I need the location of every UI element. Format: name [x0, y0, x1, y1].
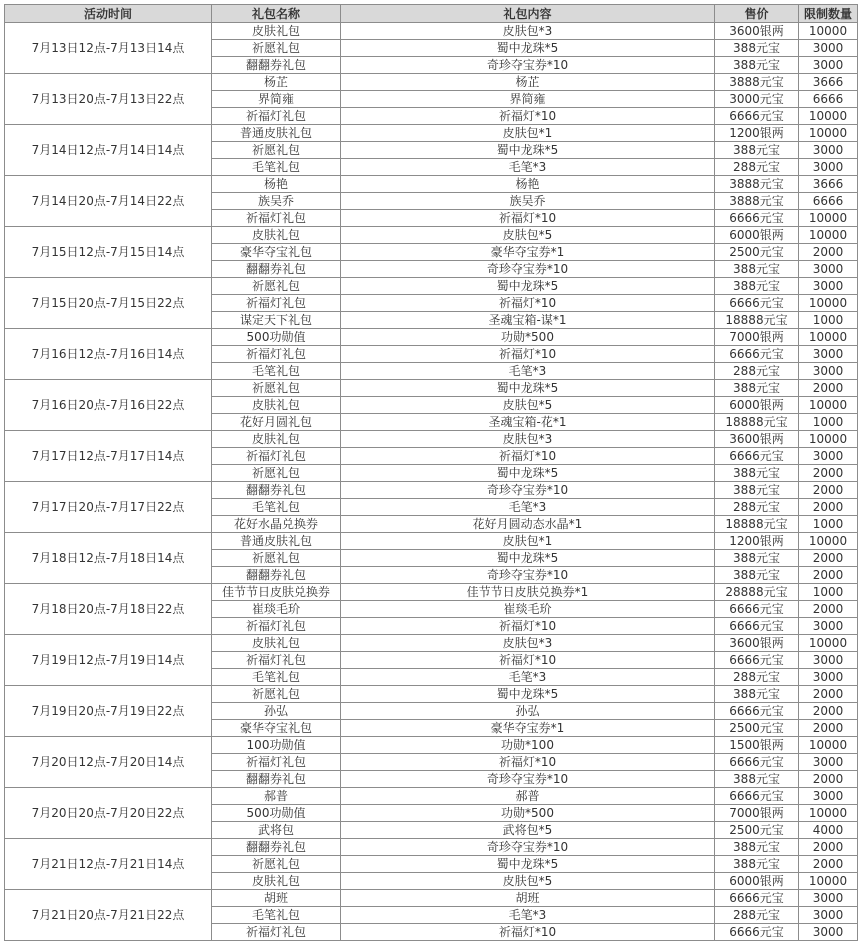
price-cell: 18888元宝 — [715, 516, 799, 533]
activity-time-cell: 7月17日20点-7月17日22点 — [5, 482, 212, 533]
price-cell: 288元宝 — [715, 363, 799, 380]
gift-name-cell: 谋定天下礼包 — [212, 312, 341, 329]
gift-name-cell: 祈福灯礼包 — [212, 210, 341, 227]
activity-time-cell: 7月21日12点-7月21日14点 — [5, 839, 212, 890]
table-row — [5, 125, 858, 142]
gift-content-cell: 祈福灯*10 — [341, 448, 715, 465]
price-cell: 388元宝 — [715, 380, 799, 397]
gift-name-cell: 皮肤礼包 — [212, 431, 341, 448]
gift-name-cell: 祈福灯礼包 — [212, 754, 341, 771]
gift-content-cell: 祈福灯*10 — [341, 924, 715, 941]
gift-name-cell: 翻翻券礼包 — [212, 57, 341, 74]
gift-content-cell: 皮肤包*3 — [341, 431, 715, 448]
gift-name-cell: 普通皮肤礼包 — [212, 533, 341, 550]
table-row — [5, 635, 858, 652]
gift-name-cell: 皮肤礼包 — [212, 397, 341, 414]
gift-name-cell: 花好月圆礼包 — [212, 414, 341, 431]
price-cell: 3888元宝 — [715, 193, 799, 210]
gift-name-cell: 毛笔礼包 — [212, 669, 341, 686]
price-cell: 3600银两 — [715, 23, 799, 40]
table-row — [5, 788, 858, 805]
limit-cell: 3000 — [799, 57, 858, 74]
price-cell: 6666元宝 — [715, 210, 799, 227]
price-cell: 6666元宝 — [715, 703, 799, 720]
limit-cell: 3666 — [799, 74, 858, 91]
limit-cell: 2000 — [799, 601, 858, 618]
price-cell: 388元宝 — [715, 856, 799, 873]
gift-content-cell: 蜀中龙珠*5 — [341, 380, 715, 397]
gift-content-cell: 蜀中龙珠*5 — [341, 142, 715, 159]
limit-cell: 3666 — [799, 176, 858, 193]
gift-content-cell: 祈福灯*10 — [341, 210, 715, 227]
price-cell: 1200银两 — [715, 533, 799, 550]
gift-name-cell: 毛笔礼包 — [212, 907, 341, 924]
price-cell: 2500元宝 — [715, 720, 799, 737]
table-row — [5, 329, 858, 346]
price-cell: 3600银两 — [715, 431, 799, 448]
gift-name-cell: 祈愿礼包 — [212, 686, 341, 703]
price-cell: 388元宝 — [715, 261, 799, 278]
price-cell: 6666元宝 — [715, 601, 799, 618]
gift-content-cell: 毛笔*3 — [341, 363, 715, 380]
price-cell: 3888元宝 — [715, 176, 799, 193]
gift-name-cell: 毛笔礼包 — [212, 159, 341, 176]
gift-content-cell: 花好月圆动态水晶*1 — [341, 516, 715, 533]
gift-name-cell: 胡班 — [212, 890, 341, 907]
limit-cell: 3000 — [799, 754, 858, 771]
gift-name-cell: 孙弘 — [212, 703, 341, 720]
gift-content-cell: 圣魂宝箱-谋*1 — [341, 312, 715, 329]
table-row — [5, 737, 858, 754]
gift-name-cell: 郝普 — [212, 788, 341, 805]
gift-content-cell: 界简雍 — [341, 91, 715, 108]
limit-cell: 3000 — [799, 159, 858, 176]
activity-time-cell: 7月13日12点-7月13日14点 — [5, 23, 212, 74]
gift-content-cell: 功勋*500 — [341, 329, 715, 346]
gift-content-cell: 蜀中龙珠*5 — [341, 550, 715, 567]
gift-name-cell: 翻翻券礼包 — [212, 482, 341, 499]
gift-content-cell: 蜀中龙珠*5 — [341, 465, 715, 482]
activity-time-cell: 7月15日20点-7月15日22点 — [5, 278, 212, 329]
activity-time-cell: 7月16日20点-7月16日22点 — [5, 380, 212, 431]
gift-name-cell: 翻翻券礼包 — [212, 771, 341, 788]
price-cell: 2500元宝 — [715, 244, 799, 261]
activity-time-cell: 7月14日20点-7月14日22点 — [5, 176, 212, 227]
gift-name-cell: 祈福灯礼包 — [212, 346, 341, 363]
gift-content-cell: 皮肤包*1 — [341, 533, 715, 550]
limit-cell: 3000 — [799, 669, 858, 686]
limit-cell: 2000 — [799, 839, 858, 856]
price-cell: 6666元宝 — [715, 788, 799, 805]
price-cell: 6666元宝 — [715, 754, 799, 771]
gift-content-cell: 祈福灯*10 — [341, 346, 715, 363]
gift-content-cell: 祈福灯*10 — [341, 754, 715, 771]
gift-name-cell: 杨艳 — [212, 176, 341, 193]
gift-name-cell: 500功勋值 — [212, 329, 341, 346]
limit-cell: 10000 — [799, 23, 858, 40]
gift-name-cell: 祈愿礼包 — [212, 380, 341, 397]
limit-cell: 10000 — [799, 533, 858, 550]
gift-name-cell: 豪华夺宝礼包 — [212, 244, 341, 261]
gift-content-cell: 功勋*100 — [341, 737, 715, 754]
price-cell: 6666元宝 — [715, 652, 799, 669]
price-cell: 288元宝 — [715, 159, 799, 176]
limit-cell: 10000 — [799, 108, 858, 125]
price-cell: 288元宝 — [715, 669, 799, 686]
gift-content-cell: 奇珍夺宝券*10 — [341, 261, 715, 278]
gift-name-cell: 皮肤礼包 — [212, 873, 341, 890]
limit-cell: 10000 — [799, 125, 858, 142]
limit-cell: 1000 — [799, 516, 858, 533]
gift-name-cell: 武将包 — [212, 822, 341, 839]
price-cell: 6666元宝 — [715, 618, 799, 635]
activity-time-cell: 7月19日20点-7月19日22点 — [5, 686, 212, 737]
header-gift-name: 礼包名称 — [212, 5, 341, 23]
gift-content-cell: 孙弘 — [341, 703, 715, 720]
gift-content-cell: 崔琰毛玠 — [341, 601, 715, 618]
gift-content-cell: 祈福灯*10 — [341, 108, 715, 125]
limit-cell: 2000 — [799, 465, 858, 482]
limit-cell: 2000 — [799, 686, 858, 703]
activity-time-cell: 7月21日20点-7月21日22点 — [5, 890, 212, 941]
price-cell: 2500元宝 — [715, 822, 799, 839]
price-cell: 388元宝 — [715, 57, 799, 74]
gift-content-cell: 奇珍夺宝券*10 — [341, 567, 715, 584]
price-cell: 388元宝 — [715, 278, 799, 295]
limit-cell: 3000 — [799, 907, 858, 924]
activity-time-cell: 7月19日12点-7月19日14点 — [5, 635, 212, 686]
table-row — [5, 890, 858, 907]
price-cell: 6000银两 — [715, 397, 799, 414]
gift-name-cell: 祈愿礼包 — [212, 856, 341, 873]
limit-cell: 10000 — [799, 227, 858, 244]
price-cell: 388元宝 — [715, 839, 799, 856]
limit-cell: 4000 — [799, 822, 858, 839]
gift-name-cell: 祈福灯礼包 — [212, 295, 341, 312]
limit-cell: 10000 — [799, 397, 858, 414]
header-limit: 限制数量 — [799, 5, 858, 23]
limit-cell: 3000 — [799, 652, 858, 669]
gift-content-cell: 蜀中龙珠*5 — [341, 686, 715, 703]
gift-content-cell: 毛笔*3 — [341, 669, 715, 686]
table-row — [5, 176, 858, 193]
gift-content-cell: 祈福灯*10 — [341, 652, 715, 669]
gift-name-cell: 普通皮肤礼包 — [212, 125, 341, 142]
limit-cell: 3000 — [799, 448, 858, 465]
activity-time-cell: 7月20日20点-7月20日22点 — [5, 788, 212, 839]
limit-cell: 10000 — [799, 737, 858, 754]
gift-content-cell: 武将包*5 — [341, 822, 715, 839]
limit-cell: 10000 — [799, 329, 858, 346]
limit-cell: 2000 — [799, 499, 858, 516]
gift-name-cell: 500功勋值 — [212, 805, 341, 822]
header-price: 售价 — [715, 5, 799, 23]
price-cell: 28888元宝 — [715, 584, 799, 601]
gift-content-cell: 奇珍夺宝券*10 — [341, 771, 715, 788]
gift-name-cell: 100功勋值 — [212, 737, 341, 754]
gift-content-cell: 蜀中龙珠*5 — [341, 856, 715, 873]
price-cell: 3600银两 — [715, 635, 799, 652]
table-row — [5, 74, 858, 91]
price-cell: 288元宝 — [715, 499, 799, 516]
table-row — [5, 227, 858, 244]
gift-name-cell: 翻翻券礼包 — [212, 261, 341, 278]
gift-content-cell: 毛笔*3 — [341, 907, 715, 924]
table-row — [5, 686, 858, 703]
limit-cell: 10000 — [799, 805, 858, 822]
price-cell: 6666元宝 — [715, 346, 799, 363]
table-row — [5, 533, 858, 550]
gift-content-cell: 祈福灯*10 — [341, 295, 715, 312]
header-activity-time: 活动时间 — [5, 5, 212, 23]
limit-cell: 3000 — [799, 142, 858, 159]
price-cell: 388元宝 — [715, 40, 799, 57]
limit-cell: 10000 — [799, 873, 858, 890]
gift-name-cell: 祈愿礼包 — [212, 142, 341, 159]
price-cell: 3000元宝 — [715, 91, 799, 108]
limit-cell: 10000 — [799, 431, 858, 448]
activity-time-cell: 7月13日20点-7月13日22点 — [5, 74, 212, 125]
table-row — [5, 278, 858, 295]
gift-content-cell: 胡班 — [341, 890, 715, 907]
price-cell: 1200银两 — [715, 125, 799, 142]
gift-name-cell: 豪华夺宝礼包 — [212, 720, 341, 737]
price-cell: 6000银两 — [715, 873, 799, 890]
gift-name-cell: 皮肤礼包 — [212, 23, 341, 40]
price-cell: 388元宝 — [715, 567, 799, 584]
price-cell: 18888元宝 — [715, 312, 799, 329]
activity-time-cell: 7月14日12点-7月14日14点 — [5, 125, 212, 176]
limit-cell: 3000 — [799, 363, 858, 380]
limit-cell: 6666 — [799, 193, 858, 210]
gift-content-cell: 毛笔*3 — [341, 499, 715, 516]
price-cell: 6666元宝 — [715, 448, 799, 465]
gift-content-cell: 圣魂宝箱-花*1 — [341, 414, 715, 431]
gift-schedule-table — [4, 4, 858, 941]
gift-content-cell: 皮肤包*5 — [341, 873, 715, 890]
gift-name-cell: 毛笔礼包 — [212, 363, 341, 380]
activity-time-cell: 7月15日12点-7月15日14点 — [5, 227, 212, 278]
price-cell: 388元宝 — [715, 686, 799, 703]
limit-cell: 6666 — [799, 91, 858, 108]
limit-cell: 2000 — [799, 567, 858, 584]
gift-content-cell: 皮肤包*1 — [341, 125, 715, 142]
limit-cell: 10000 — [799, 210, 858, 227]
gift-content-cell: 杨艳 — [341, 176, 715, 193]
gift-content-cell: 豪华夺宝券*1 — [341, 244, 715, 261]
table-body — [5, 23, 858, 941]
gift-name-cell: 祈愿礼包 — [212, 465, 341, 482]
price-cell: 3888元宝 — [715, 74, 799, 91]
price-cell: 6666元宝 — [715, 924, 799, 941]
table-row — [5, 380, 858, 397]
gift-name-cell: 翻翻券礼包 — [212, 839, 341, 856]
limit-cell: 2000 — [799, 482, 858, 499]
gift-name-cell: 祈愿礼包 — [212, 550, 341, 567]
gift-name-cell: 花好水晶兑换券 — [212, 516, 341, 533]
gift-name-cell: 祈福灯礼包 — [212, 618, 341, 635]
gift-content-cell: 佳节节日皮肤兑换券*1 — [341, 584, 715, 601]
table-row — [5, 584, 858, 601]
limit-cell: 3000 — [799, 618, 858, 635]
price-cell: 388元宝 — [715, 482, 799, 499]
gift-content-cell: 皮肤包*5 — [341, 227, 715, 244]
limit-cell: 1000 — [799, 414, 858, 431]
gift-name-cell: 族吴乔 — [212, 193, 341, 210]
price-cell: 6000银两 — [715, 227, 799, 244]
price-cell: 1500银两 — [715, 737, 799, 754]
gift-content-cell: 蜀中龙珠*5 — [341, 278, 715, 295]
limit-cell: 10000 — [799, 295, 858, 312]
limit-cell: 3000 — [799, 890, 858, 907]
limit-cell: 10000 — [799, 635, 858, 652]
header-gift-content: 礼包内容 — [341, 5, 715, 23]
limit-cell: 3000 — [799, 346, 858, 363]
gift-content-cell: 皮肤包*3 — [341, 23, 715, 40]
gift-content-cell: 皮肤包*3 — [341, 635, 715, 652]
gift-name-cell: 祈愿礼包 — [212, 40, 341, 57]
activity-time-cell: 7月18日12点-7月18日14点 — [5, 533, 212, 584]
limit-cell: 3000 — [799, 278, 858, 295]
gift-name-cell: 祈愿礼包 — [212, 278, 341, 295]
price-cell: 6666元宝 — [715, 108, 799, 125]
limit-cell: 2000 — [799, 856, 858, 873]
gift-name-cell: 翻翻券礼包 — [212, 567, 341, 584]
price-cell: 7000银两 — [715, 329, 799, 346]
limit-cell: 2000 — [799, 771, 858, 788]
price-cell: 388元宝 — [715, 142, 799, 159]
gift-content-cell: 皮肤包*5 — [341, 397, 715, 414]
gift-content-cell: 蜀中龙珠*5 — [341, 40, 715, 57]
gift-name-cell: 杨芷 — [212, 74, 341, 91]
gift-name-cell: 毛笔礼包 — [212, 499, 341, 516]
header-row — [5, 5, 858, 23]
table-row — [5, 839, 858, 856]
gift-name-cell: 皮肤礼包 — [212, 635, 341, 652]
gift-name-cell: 祈福灯礼包 — [212, 448, 341, 465]
table-row — [5, 482, 858, 499]
price-cell: 6666元宝 — [715, 295, 799, 312]
gift-content-cell: 祈福灯*10 — [341, 618, 715, 635]
price-cell: 388元宝 — [715, 550, 799, 567]
activity-time-cell: 7月18日20点-7月18日22点 — [5, 584, 212, 635]
price-cell: 7000银两 — [715, 805, 799, 822]
gift-content-cell: 杨芷 — [341, 74, 715, 91]
gift-content-cell: 郝普 — [341, 788, 715, 805]
activity-time-cell: 7月17日12点-7月17日14点 — [5, 431, 212, 482]
activity-time-cell: 7月20日12点-7月20日14点 — [5, 737, 212, 788]
limit-cell: 1000 — [799, 312, 858, 329]
gift-name-cell: 佳节节日皮肤兑换券 — [212, 584, 341, 601]
limit-cell: 2000 — [799, 244, 858, 261]
gift-content-cell: 毛笔*3 — [341, 159, 715, 176]
gift-name-cell: 祈福灯礼包 — [212, 924, 341, 941]
gift-name-cell: 祈福灯礼包 — [212, 652, 341, 669]
gift-content-cell: 功勋*500 — [341, 805, 715, 822]
price-cell: 6666元宝 — [715, 890, 799, 907]
gift-content-cell: 豪华夺宝券*1 — [341, 720, 715, 737]
limit-cell: 2000 — [799, 550, 858, 567]
price-cell: 388元宝 — [715, 465, 799, 482]
limit-cell: 2000 — [799, 380, 858, 397]
gift-name-cell: 祈福灯礼包 — [212, 108, 341, 125]
gift-content-cell: 族吴乔 — [341, 193, 715, 210]
price-cell: 288元宝 — [715, 907, 799, 924]
price-cell: 18888元宝 — [715, 414, 799, 431]
limit-cell: 3000 — [799, 40, 858, 57]
gift-name-cell: 界简雍 — [212, 91, 341, 108]
gift-content-cell: 奇珍夺宝券*10 — [341, 57, 715, 74]
limit-cell: 3000 — [799, 788, 858, 805]
gift-content-cell: 奇珍夺宝券*10 — [341, 482, 715, 499]
price-cell: 388元宝 — [715, 771, 799, 788]
limit-cell: 2000 — [799, 720, 858, 737]
table-row — [5, 23, 858, 40]
activity-time-cell: 7月16日12点-7月16日14点 — [5, 329, 212, 380]
gift-name-cell: 崔琰毛玠 — [212, 601, 341, 618]
gift-content-cell: 奇珍夺宝券*10 — [341, 839, 715, 856]
limit-cell: 3000 — [799, 261, 858, 278]
limit-cell: 3000 — [799, 924, 858, 941]
limit-cell: 1000 — [799, 584, 858, 601]
gift-name-cell: 皮肤礼包 — [212, 227, 341, 244]
table-row — [5, 431, 858, 448]
limit-cell: 2000 — [799, 703, 858, 720]
